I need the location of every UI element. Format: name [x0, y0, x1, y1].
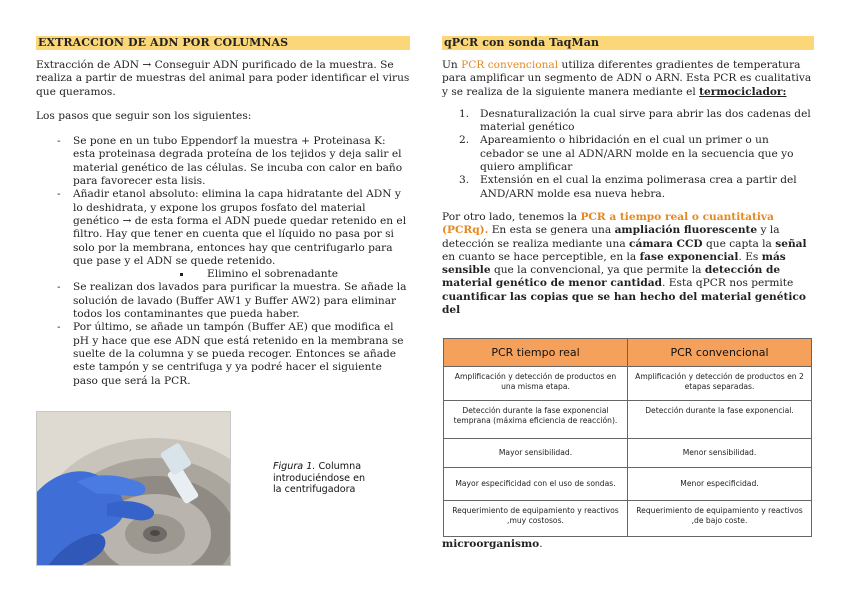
table-cell: Mayor especificidad con el uso de sondas.	[444, 468, 628, 501]
section-heading-extraccion: EXTRACCION DE ADN POR COLUMNAS	[36, 36, 410, 50]
table-row	[444, 367, 812, 401]
right-column	[442, 36, 814, 317]
pcr-convencional-paragraph: Un PCR convencional utiliza diferentes gradientes de temperatura para amplificar un segmento de ADN o ARN. Esta PCR es cualitativa y se realiza de la siguiente manera mediante el termociclador:	[442, 59, 812, 98]
table-row	[444, 501, 812, 537]
list-item: - Se realizan dos lavados para purificar la muestra. Se añade la solución de lavado (Buffer AW1 y Buffer AW2) para eliminar todos los contaminantes que pueda haber.	[36, 281, 410, 321]
steps-list	[36, 135, 410, 388]
caption-label: Figura 1.	[273, 461, 316, 472]
pcr-tiempo-real-paragraph: Por otro lado, tenemos la PCR a tiempo real o cuantitativa (PCRq). En esta se genera una ampliación fluorescente y la detección se realiza mediante una cámara CCD que capta la señal en cuanto se hace perceptible, en la fase exponencial. Es más sensible que la convencional, ya que permite la detección de material genético de menor cantidad. Esta qPCR nos permite cuantificar las copias que se han hecho del material genético del	[442, 210, 807, 317]
left-column	[36, 36, 410, 388]
table-cell: Amplificación y detección de productos en 2 etapas separadas.	[628, 367, 812, 401]
table-row	[444, 401, 812, 439]
table-cell: Menor especificidad.	[628, 468, 812, 501]
figure-caption	[273, 461, 373, 507]
steps-intro: Los pasos que seguir son los siguientes:	[36, 109, 252, 122]
list-item: 2. Apareamiento o hibridación en el cual un primer o un cebador se une al ADN/ARN molde en la secuencia que yo quiero amplificar	[459, 134, 794, 174]
table-header: PCR tiempo real	[444, 339, 628, 367]
table-cell: Detección durante la fase exponencial.	[628, 401, 812, 439]
table-cell: Requerimiento de equipamiento y reactivos ,muy costosos.	[444, 501, 628, 537]
list-item: 3. Extensión en el cual la enzima polimerasa crea a partir del AND/ARN molde esa nueva hebra.	[459, 174, 797, 200]
pcr-steps-list	[459, 107, 814, 201]
termociclador-term: termociclador:	[699, 85, 787, 98]
list-item-text: Añadir etanol absoluto: elimina la capa hidratante del ADN y lo deshidrata, y expone los grupos fosfato del material genético → de esta forma el ADN puede quedar retenido en el filtro. Hay que tener en cuenta que el líquido no pasa por si solo por la membrana, entonces hay que centrifugarlo para que pase y el ADN se quede retenido.	[73, 188, 407, 267]
trailing-word: microorganismo	[442, 538, 540, 550]
centrifuge-photo	[36, 411, 231, 566]
intro-paragraph: Extracción de ADN → Conseguir ADN purificado de la muestra. Se realiza a partir de muestras del animal para poder identificar el virus que queramos.	[36, 59, 410, 98]
highlight-pcr-convencional: PCR convencional	[461, 59, 559, 71]
list-item: - Por último, se añade un tampón (Buffer AE) que modifica el pH y hace que ese ADN que está retenido en la membrana se suelte de la columna y se pueda recoger. Entonces se añade este tampón y se centrifuga y ya podré hacer el siguiente paso que será la PCR.	[36, 321, 410, 387]
table-cell: Menor sensibilidad.	[628, 439, 812, 468]
table-cell: Mayor sensibilidad.	[444, 439, 628, 468]
highlight-pcr-tiempo-real: PCR a tiempo real o cuantitativa (PCRq).	[442, 210, 774, 237]
section-heading-qpcr: qPCR con sonda TaqMan	[442, 36, 814, 50]
table-row	[444, 468, 812, 501]
table-cell: Detección durante la fase exponencial temprana (máxima eficiencia de reacción).	[444, 401, 628, 439]
list-item: 1. Desnaturalización la cual sirve para abrir las dos cadenas del material genético	[459, 107, 811, 134]
list-item	[36, 188, 410, 281]
table-row	[444, 439, 812, 468]
table-cell: Amplificación y detección de productos en una misma etapa.	[444, 367, 628, 401]
list-item: - Se pone en un tubo Eppendorf la muestra + Proteinasa K: esta proteinasa degrada proteína de los tejidos y deja salir el material genético de las células. Se incuba con calor en baño para favorecer esta lisis.	[36, 135, 410, 188]
trailing-text: microorganismo.	[442, 538, 543, 550]
comparison-table	[443, 338, 812, 537]
caption-text: Columna introduciéndose en la centrifugadora	[273, 461, 366, 495]
table-cell: Requerimiento de equipamiento y reactivos ,de bajo coste.	[628, 501, 812, 537]
sub-bullet: Elimino el sobrenadante	[73, 268, 410, 281]
table-header: PCR convencional	[628, 339, 812, 367]
